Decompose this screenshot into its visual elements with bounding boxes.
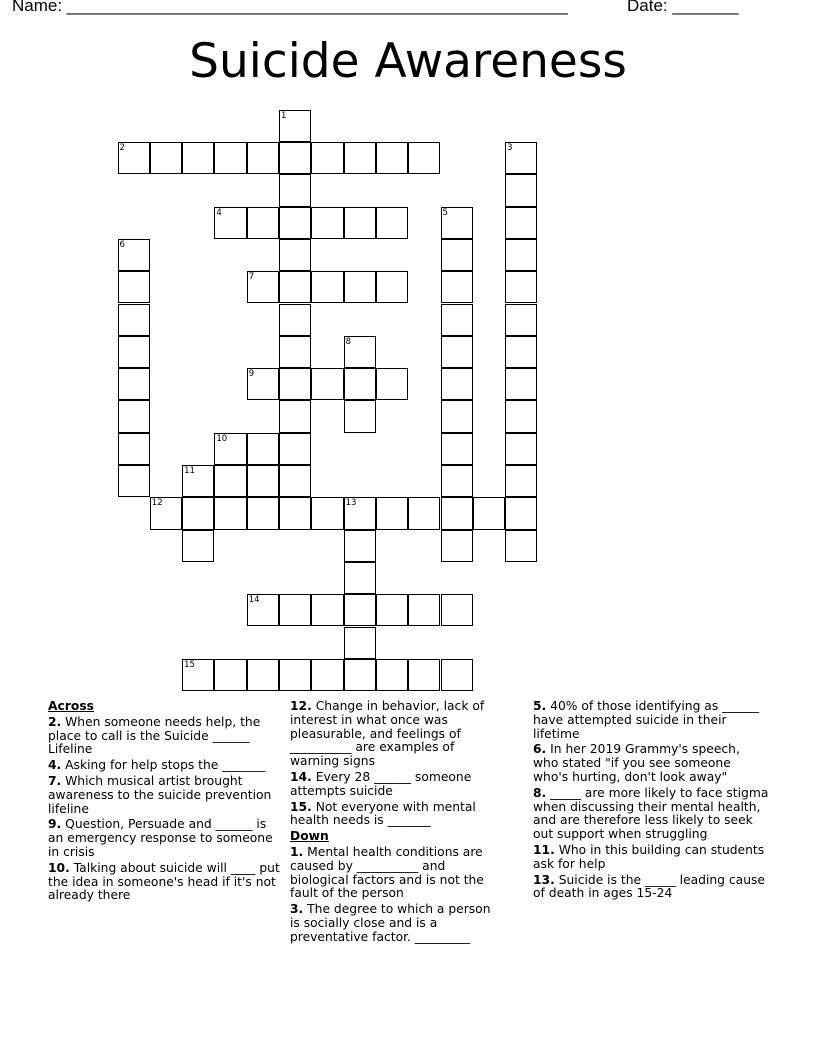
grid-cell[interactable] (505, 304, 537, 336)
clue-number: 11. (533, 842, 555, 857)
clue-number: 12. (290, 699, 312, 713)
clue-item (533, 844, 769, 872)
clue-item (533, 874, 769, 902)
grid-cell[interactable] (441, 368, 473, 400)
clue-text: Who in this building can students ask for help (533, 842, 765, 871)
grid-cell[interactable] (441, 465, 473, 497)
grid-cell[interactable] (279, 659, 311, 691)
clue-item (48, 759, 284, 773)
clue-number: 3. (290, 902, 304, 917)
clue-number: 14. (290, 769, 312, 784)
clue-number: 10. (48, 860, 70, 875)
grid-cell[interactable] (279, 465, 311, 497)
cell-number: 13 (345, 498, 357, 509)
clue-number: 13. (533, 872, 555, 887)
grid-cell[interactable] (408, 497, 440, 529)
page-title: Suicide Awareness (189, 34, 627, 89)
grid-cell[interactable] (408, 594, 440, 626)
grid-cell[interactable] (118, 433, 150, 465)
grid-cell[interactable] (118, 142, 150, 174)
grid-cell[interactable] (344, 497, 376, 529)
grid-cell[interactable] (279, 400, 311, 432)
clue-text: In her 2019 Grammy's speech, who stated "if you see someone who's hurting, don't look away" (533, 742, 740, 784)
grid-cell[interactable] (279, 271, 311, 303)
grid-cell[interactable] (441, 594, 473, 626)
grid-cell[interactable] (150, 497, 182, 529)
grid-cell[interactable] (214, 142, 246, 174)
clue-item (290, 700, 504, 769)
cell-number: 9 (248, 369, 255, 380)
clue-text: 40% of those identifying as ______ have attempted suicide in their lifetime (533, 699, 760, 741)
grid-cell[interactable] (279, 207, 311, 239)
grid-cell[interactable] (311, 368, 343, 400)
clue-text: Every 28 ______ someone attempts suicide (290, 769, 472, 798)
grid-cell[interactable] (376, 271, 408, 303)
grid-cell[interactable] (311, 497, 343, 529)
clue-number: 15. (290, 799, 312, 814)
grid-cell[interactable] (344, 336, 376, 368)
cell-number: 15 (184, 659, 195, 670)
clue-text: Question, Persuade and ______ is an emergency response to someone in crisis (48, 817, 273, 859)
grid-cell[interactable] (376, 368, 408, 400)
cell-number: 5 (442, 207, 448, 218)
grid-cell[interactable] (505, 174, 537, 206)
grid-cell[interactable] (247, 594, 279, 626)
grid-cell[interactable] (473, 497, 505, 529)
clue-item (48, 818, 284, 859)
grid-cell[interactable] (247, 368, 279, 400)
cell-number: 14 (248, 595, 260, 606)
grid-cell[interactable] (182, 465, 214, 497)
grid-cell[interactable] (247, 207, 279, 239)
grid-cell[interactable] (247, 271, 279, 303)
clue-text: _____ are more likely to face stigma when discussing their mental health, and are therefore less likely to seek out support when struggling (533, 785, 769, 842)
grid-cell[interactable] (182, 142, 214, 174)
clue-item (533, 700, 769, 741)
cell-number: 10 (216, 433, 228, 444)
grid-cell[interactable] (182, 497, 214, 529)
grid-cell[interactable] (247, 433, 279, 465)
grid-cell[interactable] (182, 530, 214, 562)
grid-cell[interactable] (441, 530, 473, 562)
grid-cell[interactable] (150, 142, 182, 174)
grid-cell[interactable] (118, 400, 150, 432)
grid-cell[interactable] (247, 497, 279, 529)
grid-cell[interactable] (505, 336, 537, 368)
grid-cell[interactable] (214, 433, 246, 465)
grid-cell[interactable] (279, 497, 311, 529)
grid-cell[interactable] (118, 304, 150, 336)
grid-cell[interactable] (279, 239, 311, 271)
grid-cell[interactable] (441, 271, 473, 303)
grid-cell[interactable] (214, 659, 246, 691)
grid-cell[interactable] (118, 368, 150, 400)
clue-item (48, 716, 284, 757)
grid-cell[interactable] (311, 594, 343, 626)
clue-text: Mental health conditions are caused by __________ and biological factors and is not the fault of the person (290, 844, 484, 901)
grid-cell[interactable] (344, 627, 376, 659)
grid-cell[interactable] (344, 400, 376, 432)
name-line[interactable]: _____________________________________________________ (66, 0, 568, 15)
clue-section-heading: Across (48, 699, 94, 713)
grid-cell[interactable] (376, 142, 408, 174)
cell-number: 1 (281, 110, 287, 121)
clue-item (290, 903, 504, 944)
grid-cell[interactable] (344, 562, 376, 594)
grid-cell[interactable] (182, 659, 214, 691)
clue-text: Change in behavior, lack of interest in what once was pleasurable, and feelings of __________ are examples of warning signs (290, 699, 485, 769)
clue-section-heading: Down (290, 829, 329, 844)
grid-cell[interactable] (279, 336, 311, 368)
clue-text: Talking about suicide will ____ put the idea in someone's head if it's not already there (48, 860, 280, 903)
clue-item (290, 771, 504, 799)
grid-cell[interactable] (214, 465, 246, 497)
grid-cell[interactable] (344, 368, 376, 400)
grid-cell[interactable] (376, 207, 408, 239)
clue-number: 9. (48, 817, 62, 832)
clue-item (48, 775, 284, 816)
grid-cell[interactable] (505, 142, 537, 174)
grid-cell[interactable] (214, 497, 246, 529)
grid-cell[interactable] (311, 142, 343, 174)
clue-number: 2. (48, 714, 62, 729)
grid-cell[interactable] (118, 271, 150, 303)
clue-number: 6. (533, 742, 547, 757)
grid-cell[interactable] (118, 239, 150, 271)
grid-cell[interactable] (279, 304, 311, 336)
grid-cell[interactable] (279, 433, 311, 465)
grid-cell[interactable] (505, 465, 537, 497)
grid-cell[interactable] (441, 433, 473, 465)
clues-column-1 (48, 700, 284, 905)
grid-cell[interactable] (247, 142, 279, 174)
cell-number: 4 (216, 207, 222, 218)
grid-cell[interactable] (505, 400, 537, 432)
clue-item (290, 801, 504, 829)
cell-number: 7 (248, 272, 255, 283)
grid-cell[interactable] (344, 530, 376, 562)
clue-number: 4. (48, 758, 62, 773)
grid-cell[interactable] (441, 207, 473, 239)
grid-cell[interactable] (118, 465, 150, 497)
grid-cell[interactable] (505, 271, 537, 303)
grid-cell[interactable] (441, 400, 473, 432)
clue-text: When someone needs help, the place to call is the Suicide ______ Lifeline (48, 714, 261, 757)
clue-item (533, 743, 769, 784)
grid-cell[interactable] (505, 497, 537, 529)
grid-cell[interactable] (279, 142, 311, 174)
grid-cell[interactable] (279, 368, 311, 400)
grid-cell[interactable] (376, 594, 408, 626)
grid-cell[interactable] (344, 142, 376, 174)
cell-number: 12 (151, 498, 163, 509)
name-label: Name: (12, 0, 67, 15)
grid-cell[interactable] (376, 497, 408, 529)
cell-number: 11 (184, 466, 195, 476)
grid-cell[interactable] (344, 271, 376, 303)
grid-cell[interactable] (344, 594, 376, 626)
grid-cell[interactable] (279, 594, 311, 626)
clue-item (48, 862, 284, 903)
clue-text: Suicide is the _____ leading cause of death in ages 15-24 (533, 872, 765, 901)
grid-cell[interactable] (505, 207, 537, 239)
clue-number: 8. (533, 785, 547, 800)
clue-number: 7. (48, 773, 62, 788)
clue-text: The degree to which a person is socially close and is a preventative factor. _________ (290, 902, 491, 944)
grid-cell[interactable] (247, 465, 279, 497)
grid-cell[interactable] (311, 659, 343, 691)
clues-column-3 (533, 700, 769, 903)
grid-cell[interactable] (311, 207, 343, 239)
grid-cell[interactable] (376, 659, 408, 691)
date-line[interactable]: _______ (672, 0, 739, 15)
clues-column-2 (290, 700, 504, 947)
grid-cell[interactable] (441, 336, 473, 368)
cell-number: 3 (507, 143, 513, 153)
grid-cell[interactable] (505, 368, 537, 400)
grid-cell[interactable] (247, 659, 279, 691)
grid-cell[interactable] (441, 659, 473, 691)
grid-cell[interactable] (344, 207, 376, 239)
grid-cell[interactable] (505, 530, 537, 562)
grid-cell[interactable] (441, 497, 473, 529)
grid-cell[interactable] (408, 142, 440, 174)
grid-cell[interactable] (214, 207, 246, 239)
clue-item (533, 787, 769, 842)
grid-cell[interactable] (118, 336, 150, 368)
clue-text: Not everyone with mental health needs is _______ (290, 799, 476, 828)
grid-cell[interactable] (311, 271, 343, 303)
clue-number: 5. (533, 699, 547, 713)
cell-number: 6 (119, 239, 125, 250)
date-label: Date: (627, 0, 673, 15)
clue-text: Which musical artist brought awareness to the suicide prevention lifeline (48, 773, 272, 816)
grid-cell[interactable] (505, 433, 537, 465)
grid-cell[interactable] (441, 239, 473, 271)
grid-cell[interactable] (408, 659, 440, 691)
cell-number: 2 (119, 143, 125, 153)
cell-number: 8 (345, 336, 352, 347)
clue-number: 1. (290, 844, 304, 859)
grid-cell[interactable] (344, 659, 376, 691)
clue-item (290, 846, 504, 901)
grid-cell[interactable] (279, 110, 311, 142)
grid-cell[interactable] (441, 304, 473, 336)
grid-cell[interactable] (279, 174, 311, 206)
grid-cell[interactable] (505, 239, 537, 271)
clue-text: Asking for help stops the _______ (61, 758, 266, 773)
